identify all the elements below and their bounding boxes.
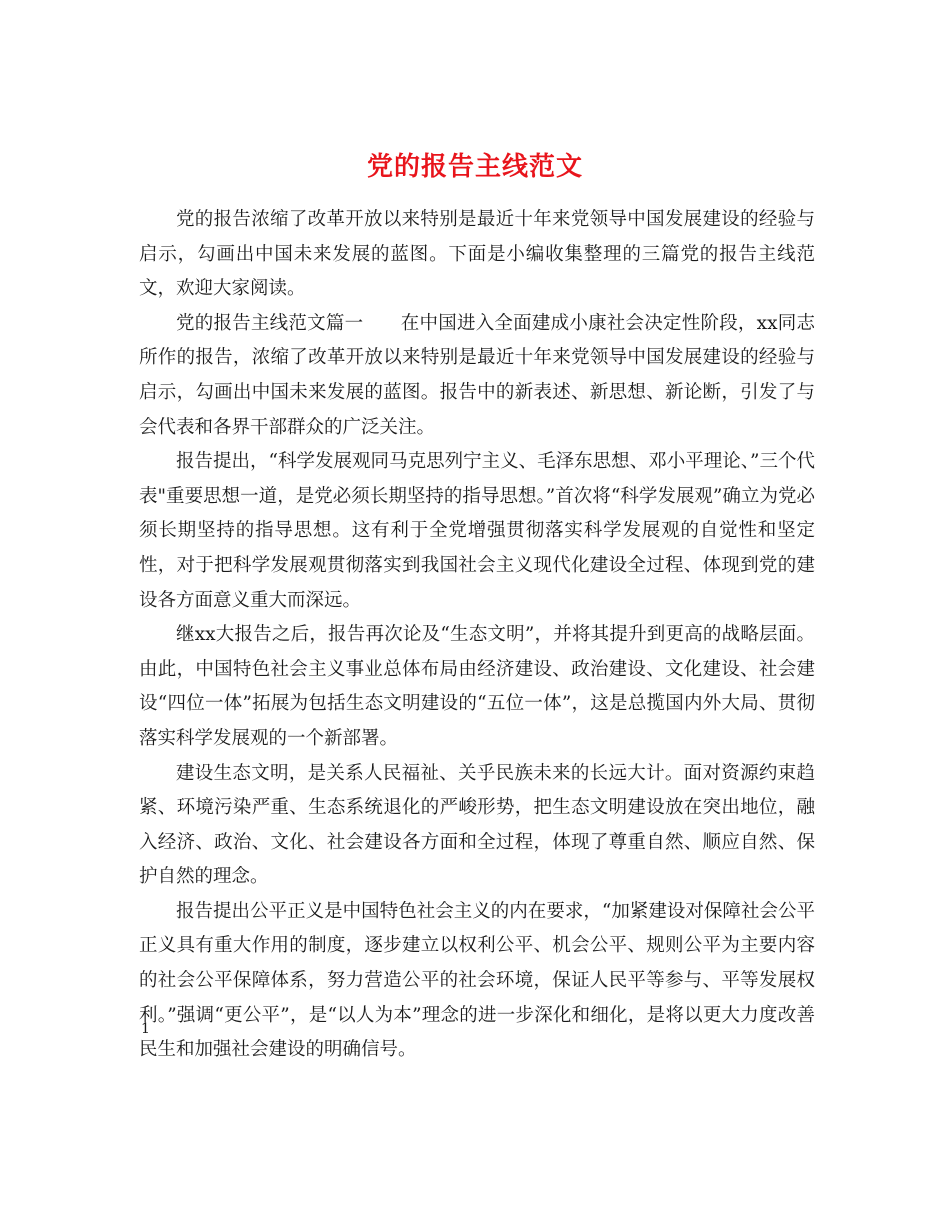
paragraph-section-one: 党的报告主线范文篇一 在中国进入全面建成小康社会决定性阶段，xx同志所作的报告，浓缩了改革开放以来特别是最近十年来党领导中国发展建设的经验与启示，勾画出中国未来发展的蓝图。报告中的新表述、新思想、新论断，引发了与会代表和各界干部群众的广泛关注。 xyxy=(139,312,815,438)
document-title: 党的报告主线范文 xyxy=(366,152,583,183)
paragraph-scientific-development: 报告提出，“科学发展观同马克思列宁主义、毛泽东思想、邓小平理论、”三个代表"重要思想一道，是党必须长期坚持的指导思想。”首次将“科学发展观”确立为党必须长期坚持的指导思想。这有利于全党增强贯彻落实科学发展观的自觉性和坚定性，对于把科学发展观贯彻落实到我国社会主义现代化建设全过程、体现到党的建设各方面意义重大而深远。 xyxy=(139,451,815,611)
paragraph-fairness-justice: 报告提出公平正义是中国特色社会主义的内在要求，“加紧建设对保障社会公平正义具有重大作用的制度，逐步建立以权利公平、机会公平、规则公平为主要内容的社会公平保障体系，努力营造公平的社会环境，保证人民平等参与、平等发展权利。”强调“更公平”，是“以人为本”理念的进一步深化和细化，是将以更大力度改善民生和加强社会建设的明确信号。 xyxy=(139,900,815,1061)
paragraph-ecological-civilization: 继xx大报告之后，报告再次论及“生态文明”，并将其提升到更高的战略层面。由此，中国特色社会主义事业总体布局由经济建设、政治建设、文化建设、社会建设“四位一体”拓展为包括生态文明建设的“五位一体”，这是总揽国内外大局、贯彻落实科学发展观的一个新部署。 xyxy=(139,624,815,749)
page-number: 1 xyxy=(141,1021,150,1037)
paragraph-intro: 党的报告浓缩了改革开放以来特别是最近十年来党领导中国发展建设的经验与启示，勾画出中国未来发展的蓝图。下面是小编收集整理的三篇党的报告主线范文，欢迎大家阅读。 xyxy=(139,209,815,300)
document-body xyxy=(139,203,815,1068)
paragraph-ecology-strategy: 建设生态文明，是关系人民福祉、关乎民族未来的长远大计。面对资源约束趋紧、环境污染严重、生态系统退化的严峻形势，把生态文明建设放在突出地位，融入经济、政治、文化、社会建设各方面和全过程，体现了尊重自然、顺应自然、保护自然的理念。 xyxy=(139,762,815,888)
